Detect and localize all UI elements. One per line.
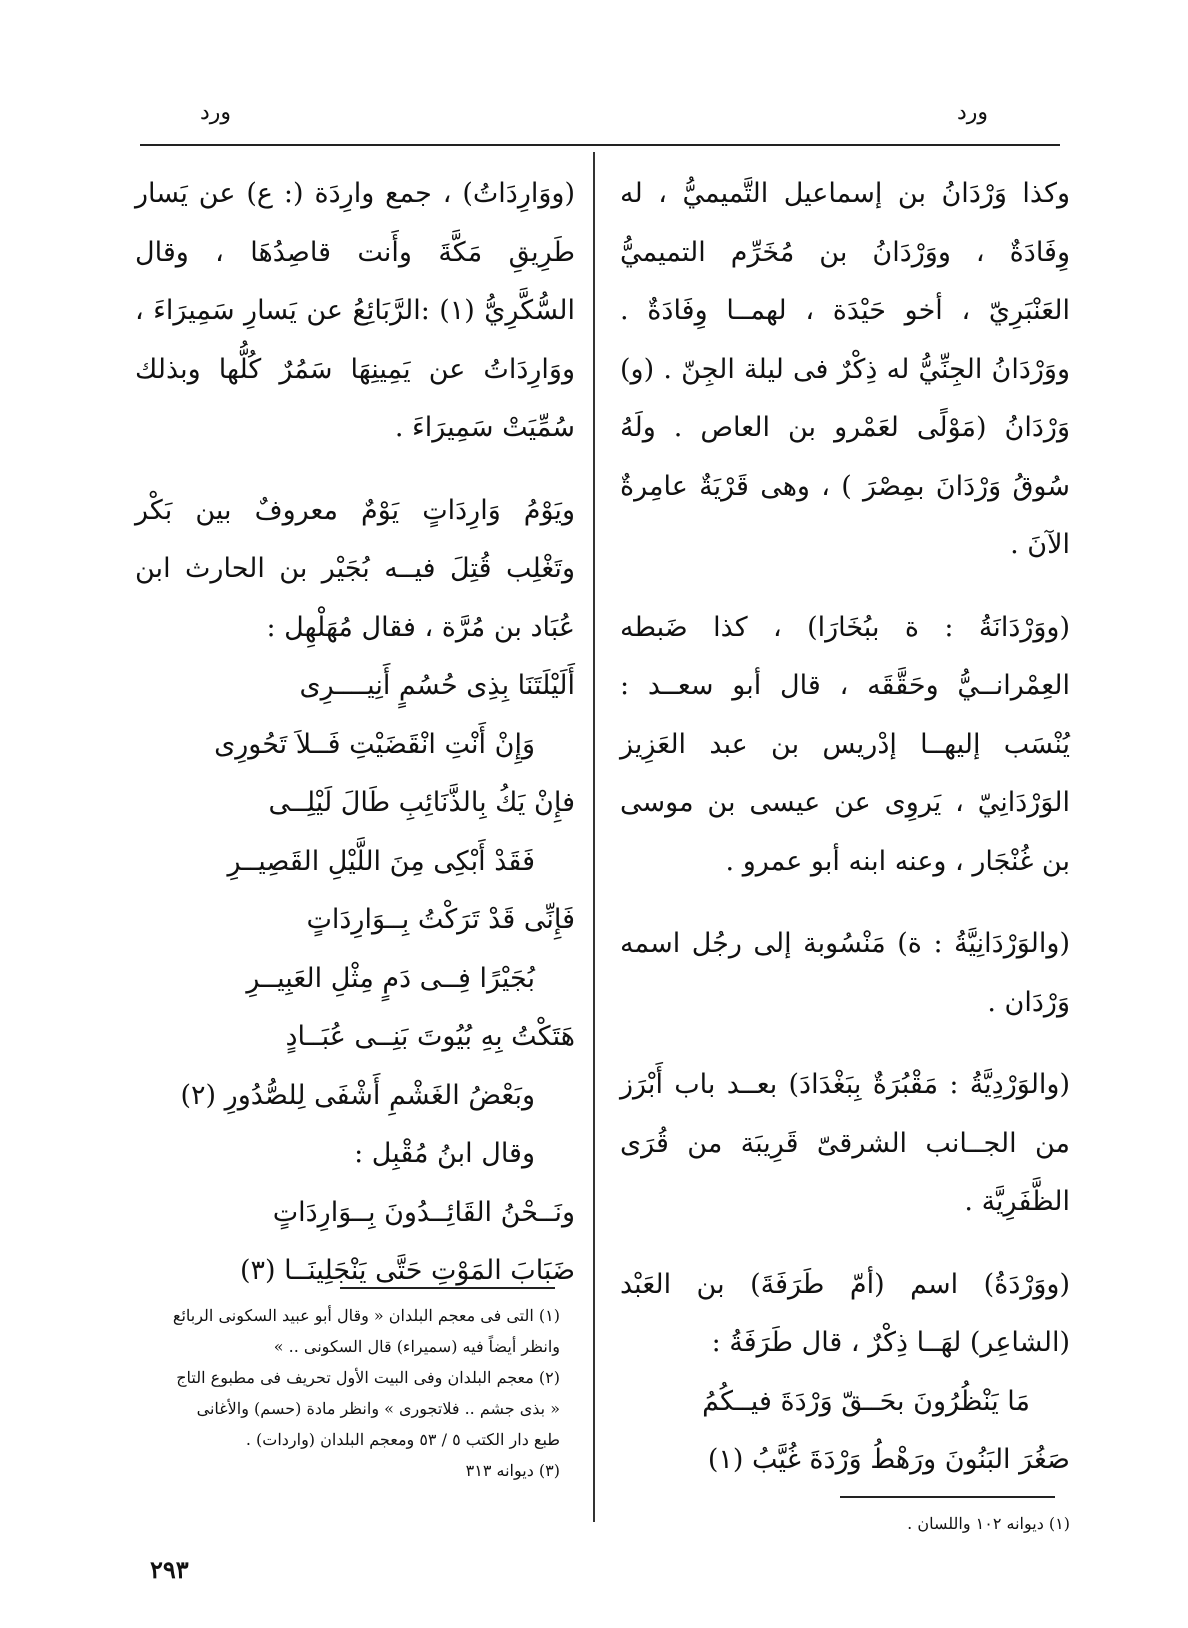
text-line: (ووَارِدَاتُ) ، جمع وارِدَة (: ع) عن xyxy=(198,178,575,209)
text-line: الوَرْدَانِيّ ، يَروِى عن عيسى بن موسى بن xyxy=(620,787,1070,877)
text-line: غُنْجَار ، وعنه ابنه أبو عمرو . xyxy=(725,845,1034,877)
verse-line: صَغُرَ البَنُونَ ورَهْطُ وَرْدَةَ غُيَّبُ (١) xyxy=(707,1444,1070,1475)
footnote-line: « بذى جشم .. فلاتجورى » وانظر مادة (حسم) والأغانى xyxy=(196,1399,560,1418)
text-line: ووَرْدَانُ الجِنِّيُّ له ذِكْرٌ فى ليلة الجِنّ . xyxy=(663,353,1070,385)
verse-line: فَإِنِّى قَدْ تَرَكْتُ بِــوَارِدَاتٍ xyxy=(306,904,575,935)
verse-line: وقال ابنُ مُقْبِل : xyxy=(354,1138,535,1169)
paragraph xyxy=(620,165,1070,575)
text-line: وتَغْلِب قُتِلَ فيــه بُجَيْر بن الحارث xyxy=(185,553,575,584)
text-line: وِفَادَةٌ ، ووَرْدَانُ بن مُخَرِّم التميميُّ xyxy=(620,236,1070,268)
text-line: العِمْرانــيُّ وحَقَّقَه ، قال أبو سعــد : xyxy=(620,670,1070,701)
page-number: ٢٩٣ xyxy=(150,1555,189,1584)
paragraph xyxy=(620,915,1070,1032)
text-line: يَسار طَرِيقِ مَكَّةَ وأَنت قاصِدُهَا ، وقال xyxy=(135,178,575,268)
text-line: يُنْسَب إليهــا إدْريس بن عبد العَزِيز xyxy=(620,728,1070,760)
text-line: (الشاعِر) لهَــا ذِكْرٌ ، قال طَرَفَةُ : xyxy=(711,1327,1070,1358)
text-line: العَنْبَرِيّ ، أخو حَيْدَة ، لهمــا وِفَادَةٌ . xyxy=(620,295,1070,326)
text-line: اسمه وَرْدَان . xyxy=(620,928,1070,1018)
verse-line: فَقَدْ أَبْكِى مِنَ اللَّيْلِ القَصِيــرِ xyxy=(227,845,535,877)
text-line: ولَهُ سُوقُ وَرْدَانَ بمِصْرَ ) ، وهى قَرْيَةٌ xyxy=(620,412,1070,502)
text-line: (و) وَرْدَانُ (مَوْلًى لعَمْرو بن العاص . xyxy=(620,353,1070,443)
verse-line: ونَــحْنُ القَائِــدُونَ بِــوَارِدَاتٍ xyxy=(272,1196,575,1228)
footnote-line: (٣) ديوانه ٣١٣ xyxy=(465,1461,560,1480)
verse-line: ضَبَابَ المَوْتِ حَتَّى يَنْجَلِينَــا (٣) xyxy=(239,1255,575,1286)
text-line: من قُرَى الظَّفَرِيَّة . xyxy=(620,1127,1070,1217)
right-column xyxy=(620,165,1070,1490)
column-divider xyxy=(593,152,595,1522)
paragraph xyxy=(135,482,575,658)
footnotes-left xyxy=(140,1300,560,1486)
header-rule xyxy=(140,144,1060,146)
text-line: وكذا وَرْدَانُ بن إسماعيل التَّميميُّ ، له xyxy=(620,178,1070,209)
running-header-left: ورد xyxy=(200,100,232,125)
footnote-line: (٢) معجم البلدان وفى البيت الأول تحريف فى مطبوع التاج xyxy=(176,1368,560,1387)
running-header-right: ورد xyxy=(956,100,988,125)
text-line: السُّكَّرِيُّ (١) :الرَّبَائِعُ عن يَسارِ سَمِيرَاءَ ، xyxy=(135,295,576,326)
text-line: ابن عُبَاد بن مُرَّة ، فقال مُهَلْهِل : xyxy=(135,553,575,643)
footnote-line: (١) ديوانه ١٠٢ واللسان . xyxy=(907,1514,1070,1533)
footnotes-right xyxy=(620,1508,1070,1539)
footnote-line: (١) التى فى معجم البلدان « وقال أبو عبيد السكونى الربائع xyxy=(172,1306,560,1325)
verse-line: وَإِنْ أَنْتِ انْقَضَيْتِ فَــلاَ تَحُورِى xyxy=(214,728,535,760)
footnote-line: وانظر أيضاً فيه (سميراء) قال السكونى .. » xyxy=(273,1337,560,1356)
verse-line: مَا يَنْظُرُونَ بحَــقّ وَرْدَةَ فيــكُمُ xyxy=(702,1385,1030,1417)
text-line: ووَارِدَاتُ عن يَمِينِهَا سَمُرٌ كُلُّها وبذلك xyxy=(135,353,575,385)
text-line: (ووَرْدَانَةُ : ة ببُخَارَا) ، كذا ضَبطه xyxy=(620,611,1070,643)
left-column xyxy=(135,165,575,1301)
verse-line: أَلَيْلَتَنَا بِذِى حُسُمٍ أَنِيــــرِى xyxy=(299,670,575,701)
paragraph xyxy=(620,599,1070,892)
footnote-rule-left xyxy=(340,1287,555,1289)
text-line: (والوَرْدِيَّةُ : مَقْبُرَةٌ بِبَغْدَادَ) بعــد xyxy=(726,1069,1070,1100)
footnote-rule-right xyxy=(840,1496,1055,1498)
verse-line: بُجَيْرًا فِــى دَمٍ مِثْلِ العَبِيــرِ xyxy=(246,962,535,994)
footnote-line: طبع دار الكتب ٥ / ٥٣ ومعجم البلدان (واردات) . xyxy=(245,1430,560,1449)
verse-line: وبَعْضُ الغَشْمِ أَشْفَى لِلصُّدُورِ (٢) xyxy=(180,1079,535,1111)
text-line: (والوَرْدَانِيَّةُ : ة) مَنْسُوبة إلى رجُل xyxy=(691,928,1070,959)
text-line: سُمِّيَتْ سَمِيرَاءَ . xyxy=(394,412,575,443)
text-line: باب أَبْرَز من الجــانب الشرقىّ قَرِيبَة xyxy=(620,1069,1070,1159)
text-line: (ووَرْدَةُ) اسم (أمّ طَرَفَةَ) بن العَبْد xyxy=(620,1268,1070,1300)
text-line: عامِرةٌ الآنَ . xyxy=(620,470,1070,560)
text-line: ويَوْمُ وَارِدَاتٍ يَوْمٌ معروفٌ بين بَكْر xyxy=(135,494,575,526)
paragraph xyxy=(620,1256,1070,1373)
paragraph xyxy=(135,165,575,458)
verse-line: هَتَكْتُ بِهِ بُيُوتَ بَنِــى عُبَــادٍ xyxy=(285,1021,575,1052)
verse-line: فإِنْ يَكُ بِالذَّنَائِبِ طَالَ لَيْلِــى xyxy=(268,787,575,818)
paragraph xyxy=(620,1056,1070,1232)
